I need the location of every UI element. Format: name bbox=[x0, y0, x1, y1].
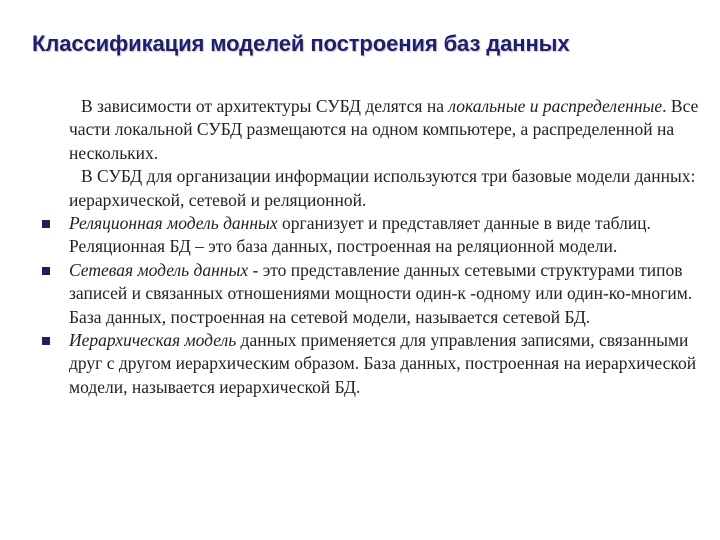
paragraph-text: В зависимости от архитектуры СУБД делятся на bbox=[81, 96, 449, 116]
paragraph-text-italic: локальные и распределенные bbox=[448, 96, 663, 116]
bullet-item-network bbox=[42, 259, 702, 329]
paragraph-text-italic: Реляционная модель данных bbox=[69, 213, 278, 234]
paragraph-text: - это представление данных сетевыми структурами типов записей и связанных отношениями мощности один-к -одному или один-ко-многим. База данных, построенная на сетевой модели, называется сетевой БД. bbox=[69, 259, 693, 327]
paragraph-text: . Все части локальной СУБД размещаются на одном компьютере, а распределенной на нескольких. bbox=[69, 96, 699, 163]
bullet-item-hierarchical bbox=[42, 329, 702, 399]
paragraph-base-models bbox=[42, 165, 702, 212]
square-bullet-icon bbox=[42, 337, 50, 345]
paragraph-text: В СУБД для организации информации используются три базовые модели данных: иерархической, сетевой и реляционной. bbox=[69, 166, 696, 210]
paragraph-text: данных применяется для управления записями, связанными друг с другом иерархическим образом. База данных, построенная на иерархической модели, называется иерархической БД. bbox=[69, 330, 697, 397]
paragraph-architecture bbox=[42, 95, 702, 165]
bullet-item-relational bbox=[42, 212, 702, 259]
square-bullet-icon bbox=[42, 220, 50, 228]
paragraph-text-italic: Сетевая модель данных bbox=[69, 259, 249, 280]
square-bullet-icon bbox=[42, 267, 50, 275]
paragraph-text-italic: Иерархическая модель bbox=[69, 330, 237, 351]
slide-body bbox=[42, 95, 702, 399]
slide-title: Классификация моделей построения баз данных bbox=[32, 31, 570, 56]
paragraph-text: организует и представляет данные в виде таблиц. Реляционная БД – это база данных, построенная на реляционной модели. bbox=[69, 213, 651, 257]
